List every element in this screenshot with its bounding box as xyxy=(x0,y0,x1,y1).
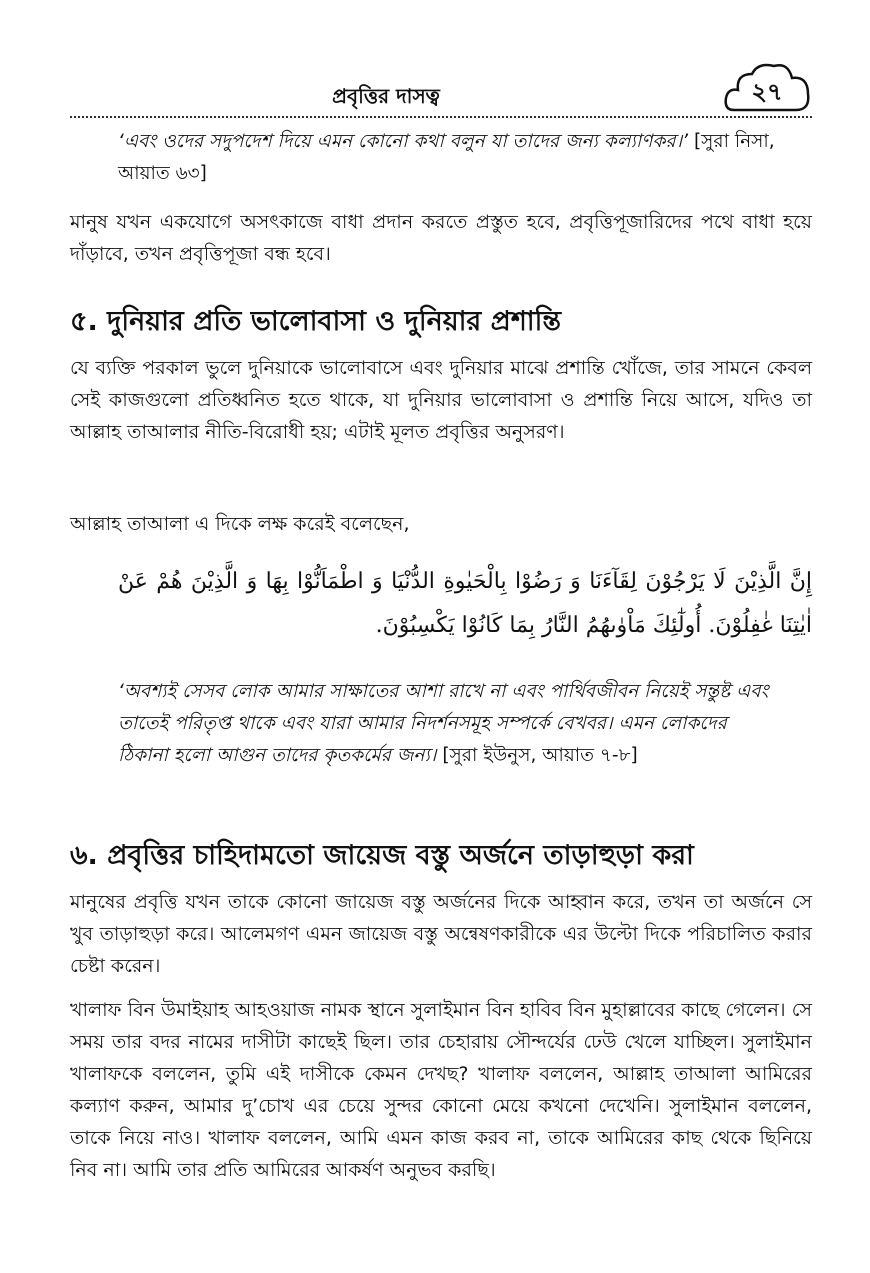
paragraph-4: মানুষের প্রবৃত্তি যখন তাকে কোনো জায়েজ বস্তু অর্জনের দিকে আহ্বান করে, তখন তা অর্জনে সে খুব তাড়াহুড়া করে। আলেমগণ এমন জায়েজ বস্তু অন্বেষণকারীকে এর উল্টো দিকে পরিচালিত করার চেষ্টা করেন। xyxy=(70,891,812,977)
paragraph-5: খালাফ বিন উমাইয়াহ আহওয়াজ নামক স্থানে সুলাইমান বিন হাবিব বিন মুহাল্লাবের কাছে গেলেন। সে সময় তার বদর নামের দাসীটা কাছেই ছিল। তার চেহারায় সৌন্দর্যের ঢেউ খেলে যাচ্ছিল। সুলাইমান খালাফকে বললেন, তুমি এই দাসীকে কেমন দেখছ? খালাফ বললেন, আল্লাহ তাআলা আমিরের কল্যাণ করুন, আমার দু’চোখ এর চেয়ে সুন্দর কোনো মেয়ে কখনো দেখেনি। সুলাইমান বললেন, তাকে নিয়ে নাও। খালাফ বললেন, আমি এমন কাজ করব না, তাকে আমিরের কাছ থেকে ছিনিয়ে নিব না। আমি তার প্রতি আমিরের আকর্ষণ অনুভব করছি। xyxy=(70,999,812,1181)
paragraph-1: মানুষ যখন একযোগে অসৎকাজে বাধা প্রদান করতে প্রস্তুত হবে, প্রবৃত্তিপূজারিদের পথে বাধা হয়ে দাঁড়াবে, তখন প্রবৃত্তিপূজা বন্ধ হবে। xyxy=(70,211,812,265)
quote-middle-reference: [সুরা ইউনুস, আয়াত ৭-৮] xyxy=(442,745,638,766)
running-title: প্রবৃত্তির দাসত্ব xyxy=(332,84,440,108)
quote-middle xyxy=(118,676,778,772)
quote-middle-text: ‘অবশ্যই সেসব লোক আমার সাক্ষাতের আশা রাখে না এবং পার্থিবজীবন নিয়েই সন্তুষ্ট এবং তাতেই পরিতৃপ্ত থাকে এবং যারা আমার নিদর্শনসমূহ সম্পর্কে বেখবর। এমন লোকদের ঠিকানা হলো আগুন তাদের কৃতকর্মের জন্য। xyxy=(118,681,769,766)
paragraph-2: যে ব্যক্তি পরকাল ভুলে দুনিয়াকে ভালোবাসে এবং দুনিয়ার মাঝে প্রশান্তি খোঁজে, তার সামনে কেবল সেই কাজগুলো প্রতিধ্বনিত হতে থাকে, যা দুনিয়ার ভালোবাসা ও প্রশান্তি নিয়ে আসে, যদিও তা আল্লাহ তাআলার নীতি-বিরোধী হয়; এটাই মূলত প্রবৃত্তির অনুসরণ। xyxy=(70,357,812,443)
paragraph-3: আল্লাহ তাআলা এ দিকে লক্ষ করেই বলেছেন, xyxy=(70,513,410,535)
arabic-verse: إِنَّ الَّذِيْنَ لَا يَرْجُوْنَ لِقَآءَنَا وَ رَضُوْا بِالْحَيٰوةِ الدُّنْيَا وَ اطْمَاَنُّوْا بِهَا وَ الَّذِيْنَ هُمْ عَنْ اٰيٰتِنَا غٰفِلُوْنَ. أُولٰٓئِكَ مَاْوٰىهُمُ النَّارُ بِمَا كَانُوْا يَكْسِبُوْنَ. xyxy=(118,569,812,638)
quote-top-reference: [সুরা নিসা, আয়াত ৬৩] xyxy=(118,131,775,184)
quote-top xyxy=(118,126,778,190)
section-heading-6: ৬. প্রবৃত্তির চাহিদামতো জায়েজ বস্তু অর্জনে তাড়াহুড়া করা xyxy=(70,840,694,871)
page-number: ২৭ xyxy=(751,78,783,106)
section-heading-5: ৫. দুনিয়ার প্রতি ভালোবাসা ও দুনিয়ার প্রশান্তি xyxy=(70,306,561,337)
header-divider xyxy=(70,116,812,118)
quote-top-text: ‘এবং ওদের সদুপদেশ দিয়ে এমন কোনো কথা বলুন যা তাদের জন্য কল্যাণকর।’ xyxy=(118,131,689,152)
page-header xyxy=(70,60,812,118)
